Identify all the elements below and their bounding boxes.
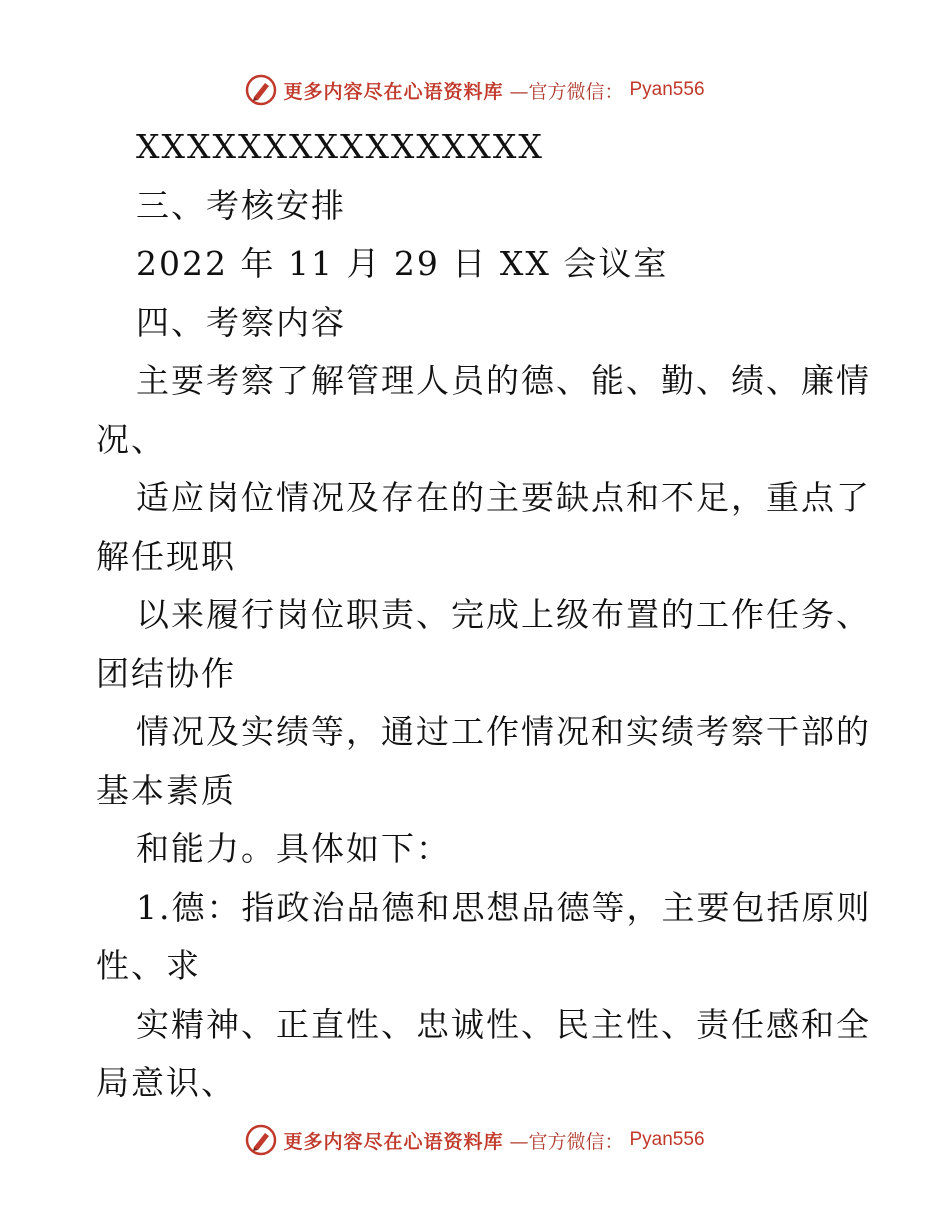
watermark-separator-text: —官方微信： bbox=[509, 1130, 624, 1153]
section-heading: 三、考核安排 bbox=[136, 185, 346, 225]
pen-logo-icon bbox=[245, 74, 277, 106]
body-line: 实精神、正直性、忠诚性、民主性、责任感和全 bbox=[136, 1004, 871, 1044]
body-line: 基本素质 bbox=[96, 770, 236, 810]
watermark-wechat-id: Pyan556 bbox=[629, 79, 705, 100]
list-item: 1.德：指政治品德和思想品德等，主要包括原则 bbox=[136, 887, 872, 927]
watermark-separator-text: —官方微信： bbox=[509, 80, 624, 103]
section-heading: 四、考察内容 bbox=[136, 302, 346, 342]
body-line: 和能力。具体如下： bbox=[136, 829, 451, 868]
watermark-main-text: 更多内容尽在心语资料库 bbox=[283, 80, 504, 103]
body-line: 适应岗位情况及存在的主要缺点和不足，重点了 bbox=[136, 478, 871, 517]
body-line: 主要考察了解管理人员的德、能、勤、绩、廉情 bbox=[136, 361, 871, 400]
watermark-header bbox=[0, 70, 950, 110]
body-line: 2022 年 11 月 29 日 XX 会议室 bbox=[136, 244, 669, 283]
pen-logo-icon bbox=[245, 1124, 277, 1156]
body-line: 性、求 bbox=[96, 946, 201, 985]
body-line: 况、 bbox=[96, 419, 166, 459]
body-line: 以来履行岗位职责、完成上级布置的工作任务、 bbox=[136, 595, 871, 634]
body-line: 团结协作 bbox=[96, 653, 236, 693]
watermark-wechat-id: Pyan556 bbox=[629, 1129, 705, 1150]
body-line: XXXXXXXXXXXXXXXX bbox=[136, 127, 544, 166]
document-body bbox=[96, 118, 872, 1113]
body-line: 解任现职 bbox=[96, 536, 236, 576]
watermark-main-text: 更多内容尽在心语资料库 bbox=[283, 1130, 504, 1153]
body-line: 局意识、 bbox=[96, 1063, 236, 1102]
watermark-footer bbox=[0, 1120, 950, 1160]
body-line: 情况及实绩等，通过工作情况和实绩考察干部的 bbox=[136, 712, 871, 751]
